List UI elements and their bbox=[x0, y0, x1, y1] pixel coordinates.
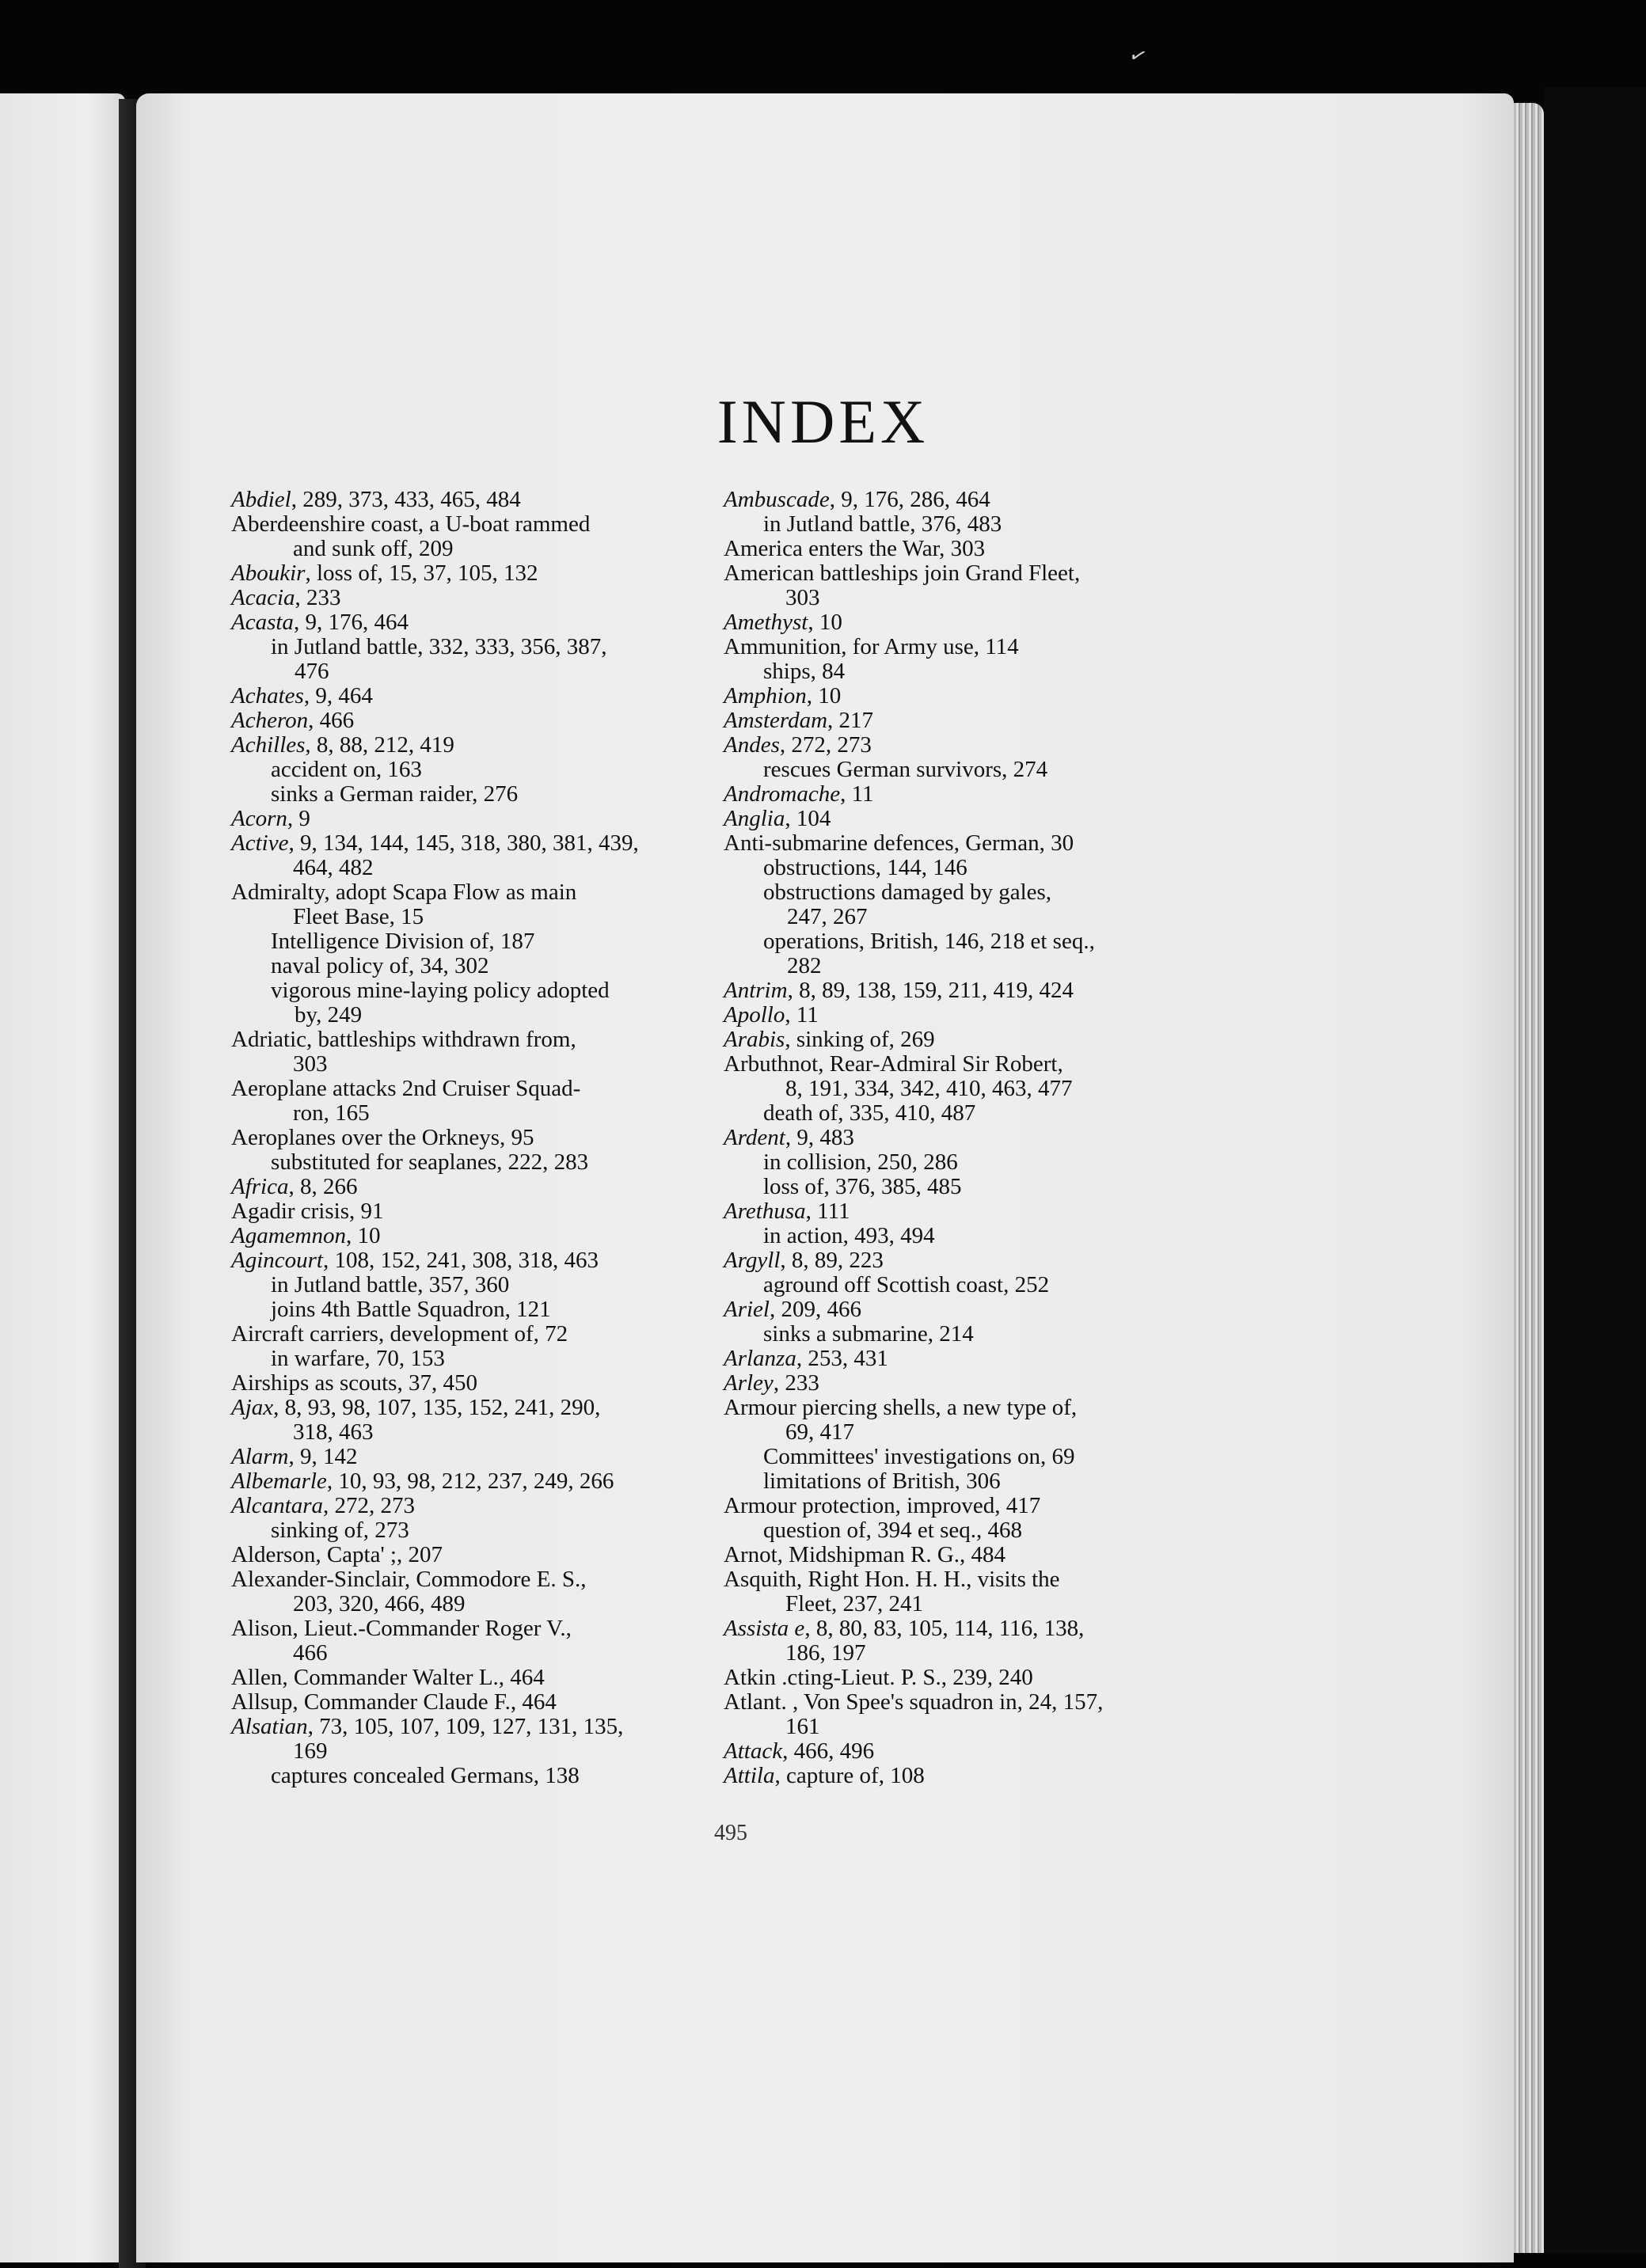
index-entry: Ariel, 209, 466 bbox=[724, 1297, 861, 1322]
index-entry: obstructions, 144, 146 bbox=[763, 855, 967, 880]
index-entry: Arabis, sinking of, 269 bbox=[724, 1027, 935, 1052]
index-entry: Agadir crisis, 91 bbox=[231, 1199, 384, 1224]
scan-speck: ✓ bbox=[1126, 42, 1150, 70]
index-entry: Acheron, 466 bbox=[231, 708, 355, 733]
index-entry: Arnot, Midshipman R. G., 484 bbox=[724, 1542, 1006, 1567]
index-entry: Committees' investigations on, 69 bbox=[763, 1444, 1075, 1469]
index-entry: vigorous mine-laying policy adopted bbox=[271, 978, 610, 1003]
index-entry: Arley, 233 bbox=[724, 1370, 819, 1396]
index-entry: in warfare, 70, 153 bbox=[271, 1346, 445, 1371]
index-entry: American battleships join Grand Fleet, bbox=[724, 560, 1081, 586]
index-entry: Atkin .cting-Lieut. P. S., 239, 240 bbox=[724, 1665, 1033, 1690]
index-entry: Ammunition, for Army use, 114 bbox=[724, 634, 1019, 659]
index-column-right bbox=[724, 488, 1207, 1788]
index-entry: in action, 493, 494 bbox=[763, 1223, 935, 1248]
index-entry: Allsup, Commander Claude F., 464 bbox=[231, 1689, 557, 1715]
index-entry: Argyll, 8, 89, 223 bbox=[724, 1248, 884, 1273]
index-entry: Abdiel, 289, 373, 433, 465, 484 bbox=[231, 487, 521, 512]
index-entry: in Jutland battle, 357, 360 bbox=[271, 1272, 510, 1297]
index-entry-continuation: 247, 267 bbox=[787, 904, 868, 929]
index-entry: Ardent, 9, 483 bbox=[724, 1125, 854, 1150]
index-entry: accident on, 163 bbox=[271, 757, 422, 782]
index-entry-continuation: Fleet, 237, 241 bbox=[785, 1591, 923, 1616]
index-entry: substituted for seaplanes, 222, 283 bbox=[271, 1149, 589, 1175]
index-entry-continuation: ron, 165 bbox=[293, 1100, 370, 1126]
index-entry: question of, 394 et seq., 468 bbox=[763, 1518, 1023, 1543]
index-entry: America enters the War, 303 bbox=[724, 536, 986, 561]
index-entry-continuation: 8, 191, 334, 342, 410, 463, 477 bbox=[785, 1076, 1073, 1101]
index-entry-continuation: 318, 463 bbox=[293, 1419, 374, 1445]
index-entry: sinking of, 273 bbox=[271, 1518, 409, 1543]
index-entry: Aberdeenshire coast, a U-boat rammed bbox=[231, 511, 591, 537]
index-entry: ships, 84 bbox=[763, 659, 846, 684]
index-entry: obstructions damaged by gales, bbox=[763, 879, 1052, 905]
index-entry: Alcantara, 272, 273 bbox=[231, 1493, 415, 1518]
index-entry: Aeroplane attacks 2nd Cruiser Squad- bbox=[231, 1076, 581, 1101]
index-entry: sinks a submarine, 214 bbox=[763, 1321, 974, 1347]
index-entry: Attack, 466, 496 bbox=[724, 1738, 875, 1764]
index-entry: Anglia, 104 bbox=[724, 806, 831, 831]
index-entry: Adriatic, battleships withdrawn from, bbox=[231, 1027, 576, 1052]
index-entry: Arethusa, 111 bbox=[724, 1199, 850, 1224]
index-entry: Ajax, 8, 93, 98, 107, 135, 152, 241, 290, bbox=[231, 1395, 601, 1420]
index-entry-continuation: 303 bbox=[293, 1051, 328, 1077]
index-entry: Alsatian, 73, 105, 107, 109, 127, 131, 135, bbox=[231, 1714, 624, 1739]
index-entry: Acacia, 233 bbox=[231, 585, 341, 610]
index-entry-continuation: 203, 320, 466, 489 bbox=[293, 1591, 466, 1616]
index-entry: Achilles, 8, 88, 212, 419 bbox=[231, 732, 454, 758]
index-entry: Aboukir, loss of, 15, 37, 105, 132 bbox=[231, 560, 538, 586]
index-entry: operations, British, 146, 218 et seq., bbox=[763, 929, 1095, 954]
index-entry: Allen, Commander Walter L., 464 bbox=[231, 1665, 545, 1690]
index-entry: Agamemnon, 10 bbox=[231, 1223, 381, 1248]
index-entry-continuation: 464, 482 bbox=[293, 855, 374, 880]
index-entry: Amethyst, 10 bbox=[724, 610, 842, 635]
index-entry: Andes, 272, 273 bbox=[724, 732, 872, 758]
index-entry: Assista e, 8, 80, 83, 105, 114, 116, 138, bbox=[724, 1616, 1085, 1641]
page-number: 495 bbox=[714, 1821, 747, 1845]
index-entry: Achates, 9, 464 bbox=[231, 683, 373, 709]
index-entry: Albemarle, 10, 93, 98, 212, 237, 249, 266 bbox=[231, 1468, 614, 1494]
index-entry: captures concealed Germans, 138 bbox=[271, 1763, 580, 1788]
index-entry: Alison, Lieut.-Commander Roger V., bbox=[231, 1616, 572, 1641]
index-entry: in Jutland battle, 332, 333, 356, 387, bbox=[271, 634, 607, 659]
index-entry: Agincourt, 108, 152, 241, 308, 318, 463 bbox=[231, 1248, 599, 1273]
index-entry: aground off Scottish coast, 252 bbox=[763, 1272, 1050, 1297]
index-entry: Amphion, 10 bbox=[724, 683, 842, 709]
index-entry: limitations of British, 306 bbox=[763, 1468, 1001, 1494]
index-entry-continuation: 161 bbox=[785, 1714, 820, 1739]
index-entry-continuation: and sunk off, 209 bbox=[293, 536, 454, 561]
index-entry: Acasta, 9, 176, 464 bbox=[231, 610, 409, 635]
index-column-left bbox=[231, 488, 714, 1788]
index-entry: loss of, 376, 385, 485 bbox=[763, 1174, 962, 1199]
index-entry-continuation: 186, 197 bbox=[785, 1640, 866, 1666]
index-entry: Airships as scouts, 37, 450 bbox=[231, 1370, 477, 1396]
index-entry: naval policy of, 34, 302 bbox=[271, 953, 489, 978]
index-entry: Attila, capture of, 108 bbox=[724, 1763, 925, 1788]
index-entry: Andromache, 11 bbox=[724, 781, 874, 807]
index-entry: in Jutland battle, 376, 483 bbox=[763, 511, 1002, 537]
index-entry: sinks a German raider, 276 bbox=[271, 781, 519, 807]
index-entry: Admiralty, adopt Scapa Flow as main bbox=[231, 879, 577, 905]
index-entry: Ambuscade, 9, 176, 286, 464 bbox=[724, 487, 990, 512]
index-entry: death of, 335, 410, 487 bbox=[763, 1100, 976, 1126]
index-entry: Arbuthnot, Rear-Admiral Sir Robert, bbox=[724, 1051, 1063, 1077]
index-entry: Africa, 8, 266 bbox=[231, 1174, 358, 1199]
index-entry: Asquith, Right Hon. H. H., visits the bbox=[724, 1567, 1060, 1592]
index-entry-continuation: 282 bbox=[787, 953, 822, 978]
index-entry: Alexander-Sinclair, Commodore E. S., bbox=[231, 1567, 587, 1592]
index-entry-continuation: 466 bbox=[293, 1640, 328, 1666]
index-entry: Active, 9, 134, 144, 145, 318, 380, 381, 439, bbox=[231, 830, 639, 856]
index-entry-continuation: 303 bbox=[785, 585, 820, 610]
index-entry: Aircraft carriers, development of, 72 bbox=[231, 1321, 568, 1347]
index-entry-continuation: 69, 417 bbox=[785, 1419, 854, 1445]
index-entry: Apollo, 11 bbox=[724, 1002, 819, 1028]
index-entry-continuation: 169 bbox=[293, 1738, 328, 1764]
index-entry: Armour protection, improved, 417 bbox=[724, 1493, 1041, 1518]
index-entry: Aeroplanes over the Orkneys, 95 bbox=[231, 1125, 534, 1150]
index-entry: joins 4th Battle Squadron, 121 bbox=[271, 1297, 551, 1322]
index-entry-continuation: Fleet Base, 15 bbox=[293, 904, 424, 929]
index-entry-continuation: by, 249 bbox=[295, 1002, 363, 1028]
index-entry: Intelligence Division of, 187 bbox=[271, 929, 535, 954]
index-entry-continuation: 476 bbox=[295, 659, 329, 684]
index-entry: Alderson, Capta' ;, 207 bbox=[231, 1542, 443, 1567]
index-entry: Antrim, 8, 89, 138, 159, 211, 419, 424 bbox=[724, 978, 1074, 1003]
index-entry: Acorn, 9 bbox=[231, 806, 310, 831]
index-entry: Anti-submarine defences, German, 30 bbox=[724, 830, 1074, 856]
index-entry: Arlanza, 253, 431 bbox=[724, 1346, 888, 1371]
index-entry: Amsterdam, 217 bbox=[724, 708, 874, 733]
index-entry: rescues German survivors, 274 bbox=[763, 757, 1048, 782]
index-entry: Armour piercing shells, a new type of, bbox=[724, 1395, 1078, 1420]
index-entry: Atlant. , Von Spee's squadron in, 24, 157, bbox=[724, 1689, 1104, 1715]
page-title: INDEX bbox=[717, 387, 929, 456]
index-entry: in collision, 250, 286 bbox=[763, 1149, 958, 1175]
index-entry: Alarm, 9, 142 bbox=[231, 1444, 358, 1469]
